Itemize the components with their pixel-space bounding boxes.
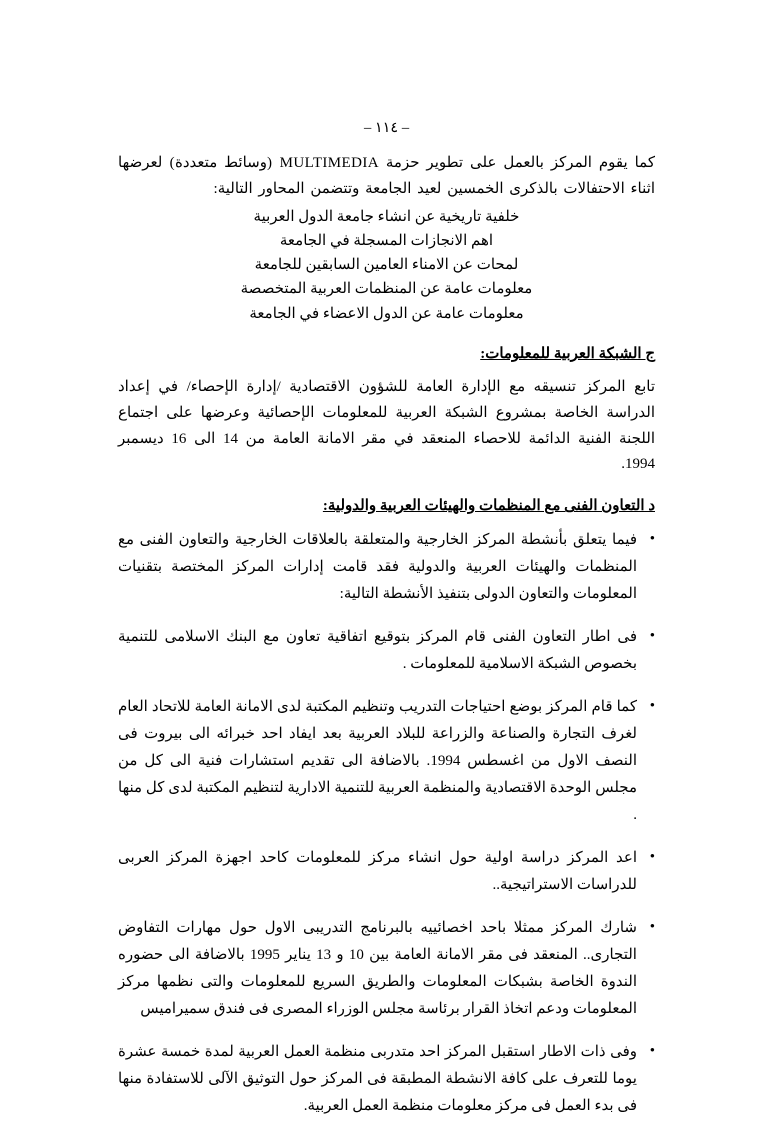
list-item: • كما قام المركز بوضع احتياجات التدريب وتنظيم المكتبة لدى الامانة العامة للاتحاد العام لغرف التجارة والصناعة والزراعة للبلاد العربية بعد ايفاد احد خبرائه الى بيروت فى النصف الاول من اغسطس 1994. بالاضافة الى تقديم استشارات فنية الى كل من مجلس الوحدة الاقتصادية والمنظمة العربية للتنمية الادارية لتنظيم المكتبة لدى كل منها . [118, 694, 655, 829]
page-content [118, 120, 655, 1136]
section-d-bullet-list [118, 527, 655, 1120]
intro-list-item-4: معلومات عامة عن المنظمات العربية المتخصصة [240, 281, 533, 298]
page-number: – ١١٤ – [363, 120, 410, 136]
list-item: • فى اطار التعاون الفنى قام المركز بتوقيع اتفاقية تعاون مع البنك الاسلامى للتنمية بخصوص الشبكة الاسلامية للمعلومات . [118, 624, 655, 678]
list-item: • وفى ذات الاطار استقبل المركز احد متدربى منظمة العمل العربية لمدة خمسة عشرة يوما للتعرف على كافة الانشطة المطبقة فى المركز حول التوثيق الآلى للاستفادة منها فى بدء العمل فى مركز معلومات منظمة العمل العربية. [118, 1039, 655, 1120]
list-item: • اعد المركز دراسة اولية حول انشاء مركز للمعلومات كاحد اجهزة المركز العربى للدراسات الاستراتيجية.. [118, 845, 655, 899]
intro-paragraph: كما يقوم المركز بالعمل على تطوير حزمة MULTIMEDIA (وسائط متعددة) لعرضها اثناء الاحتفالات بالذكرى الخمسين لعيد الجامعة وتتضمن المحاور التالية: [118, 155, 655, 197]
intro-list-item-1: خلفية تاريخية عن انشاء جامعة الدول العربية [253, 208, 520, 225]
section-c-heading: ج الشبكة العربية للمعلومات: [480, 346, 655, 363]
intro-list [118, 205, 655, 326]
intro-list-item-5: معلومات عامة عن الدول الاعضاء في الجامعة [249, 305, 524, 322]
list-item: • شارك المركز ممثلا باحد اخصائييه بالبرنامج التدريبى الاول حول مهارات التفاوض التجارى.. المنعقد فى مقر الامانة العامة بين 10 و 13 يناير 1995 بالاضافة الى حضوره الندوة الخاصة بشبكات المعلومات والطريق السريع للمعلومات والتى نظمها مركز المعلومات ودعم اتخاذ القرار برئاسة مجلس الوزراء المصرى فى فندق سميراميس [118, 915, 655, 1023]
intro-list-item-2: اهم الانجازات المسجلة في الجامعة [279, 232, 494, 249]
section-d-heading: د التعاون الفنى مع المنظمات والهيئات العربية والدولية: [322, 498, 655, 515]
intro-list-item-3: لمحات عن الامناء العامين السابقين للجامعة [254, 257, 519, 274]
section-c-paragraph: تابع المركز تنسيقه مع الإدارة العامة للشؤون الاقتصادية /إدارة الإحصاء/ في إعداد الدراسة الخاصة بمشروع الشبكة العربية للمعلومات الإحصائية وعرضها على اجتماع اللجنة الفنية الدائمة للاحصاء المنعقد في مقر الامانة العامة من 14 الى 16 ديسمبر 1994. [118, 379, 655, 473]
list-item: • فيما يتعلق بأنشطة المركز الخارجية والمتعلقة بالعلاقات الخارجية والتعاون الفنى مع المنظمات والهيئات العربية والدولية فقد قامت إدارات المركز المختصة بتقنيات المعلومات والتعاون الدولى بتنفيذ الأنشطة التالية: [118, 527, 655, 608]
